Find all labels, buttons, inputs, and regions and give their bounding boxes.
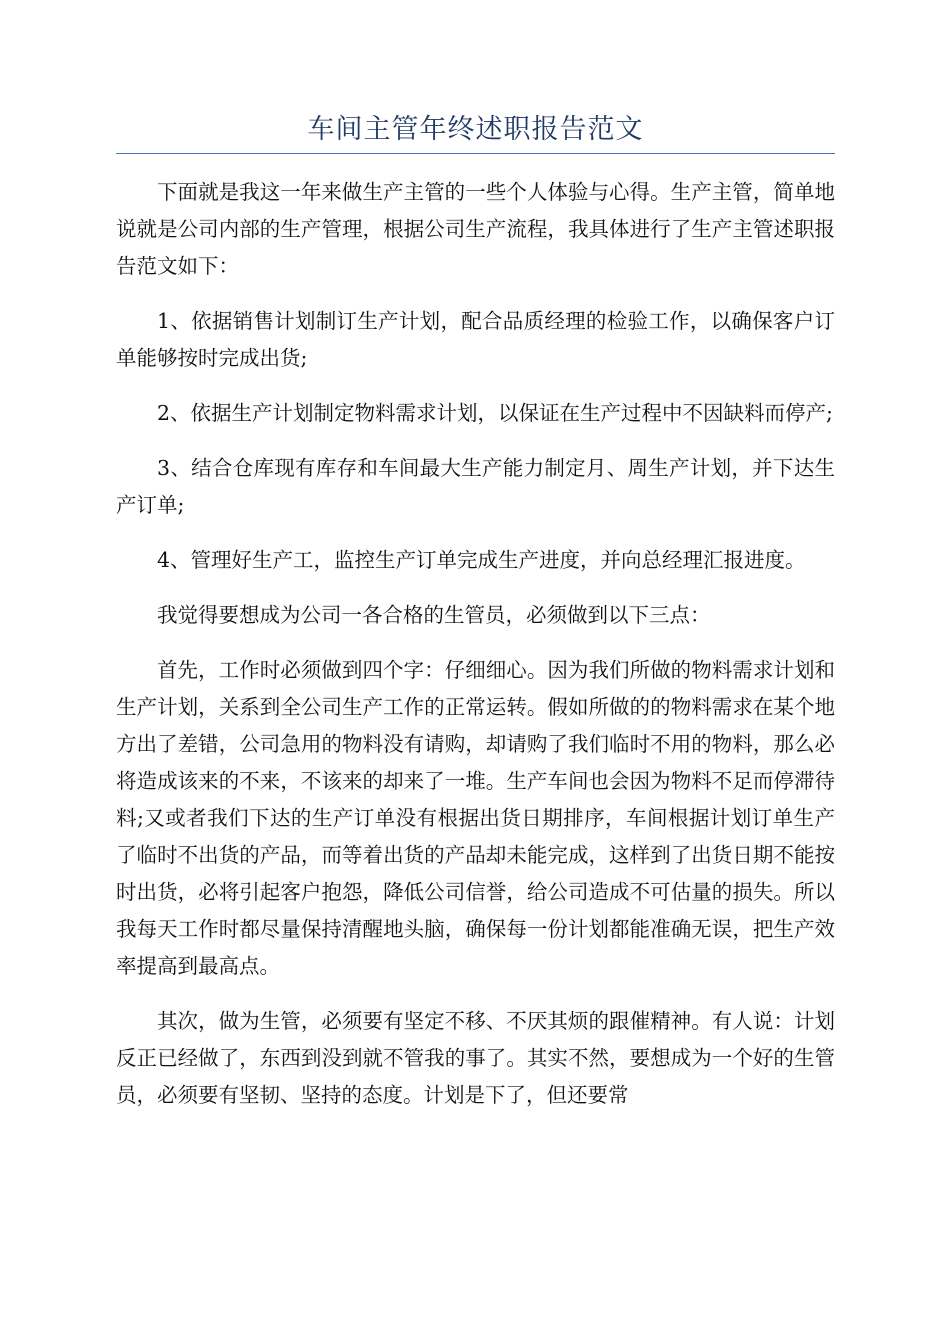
paragraph-item-4: 4、管理好生产工，监控生产订单完成生产进度，并向总经理汇报进度。 (157, 548, 806, 572)
paragraph-item-3: 3、结合仓库现有库存和车间最大生产能力制定月、周生产计划，并下达生产订单; (116, 456, 835, 517)
paragraph-second-point: 其次，做为生管，必须要有坚定不移、不厌其烦的跟催精神。有人说：计划反正已经做了，东西到没到就不管我的事了。其实不然，要想成为一个好的生管员，必须要有坚韧、坚持的态度。计划是下了，但还要常 (116, 1009, 835, 1107)
paragraph-first-point: 首先，工作时必须做到四个字：仔细细心。因为我们所做的物料需求计划和生产计划，关系到全公司生产工作的正常运转。假如所做的的物料需求在某个地方出了差错，公司急用的物料没有请购，却请购了我们临时不用的物料，那么必将造成该来的不来，不该来的却来了一堆。生产车间也会因为物料不足而停滞待料;又或者我们下达的生产订单没有根据出货日期排序，车间根据计划订单生产了临时不出货的产品，而等着出货的产品却未能完成，这样到了出货日期不能按时出货，必将引起客户抱怨，降低公司信誉，给公司造成不可估量的损失。所以我每天工作时都尽量保持清醒地头脑，确保每一份计划都能准确无误，把生产效率提高到最高点。 (116, 658, 835, 978)
paragraph-item-1: 1、依据销售计划制订生产计划，配合品质经理的检验工作，以确保客户订单能够按时完成出货; (116, 309, 835, 370)
paragraph-intro: 下面就是我这一年来做生产主管的一些个人体验与心得。生产主管，简单地说就是公司内部的生产管理，根据公司生产流程，我具体进行了生产主管述职报告范文如下： (116, 180, 835, 278)
paragraph-item-2: 2、依据生产计划制定物料需求计划，以保证在生产过程中不因缺料而停产; (157, 401, 833, 425)
document-title: 车间主管年终述职报告范文 (307, 114, 644, 145)
document-body (116, 174, 835, 1132)
title-underline (116, 153, 835, 154)
paragraph-three-points: 我觉得要想成为公司一各合格的生管员，必须做到以下三点： (157, 603, 711, 627)
